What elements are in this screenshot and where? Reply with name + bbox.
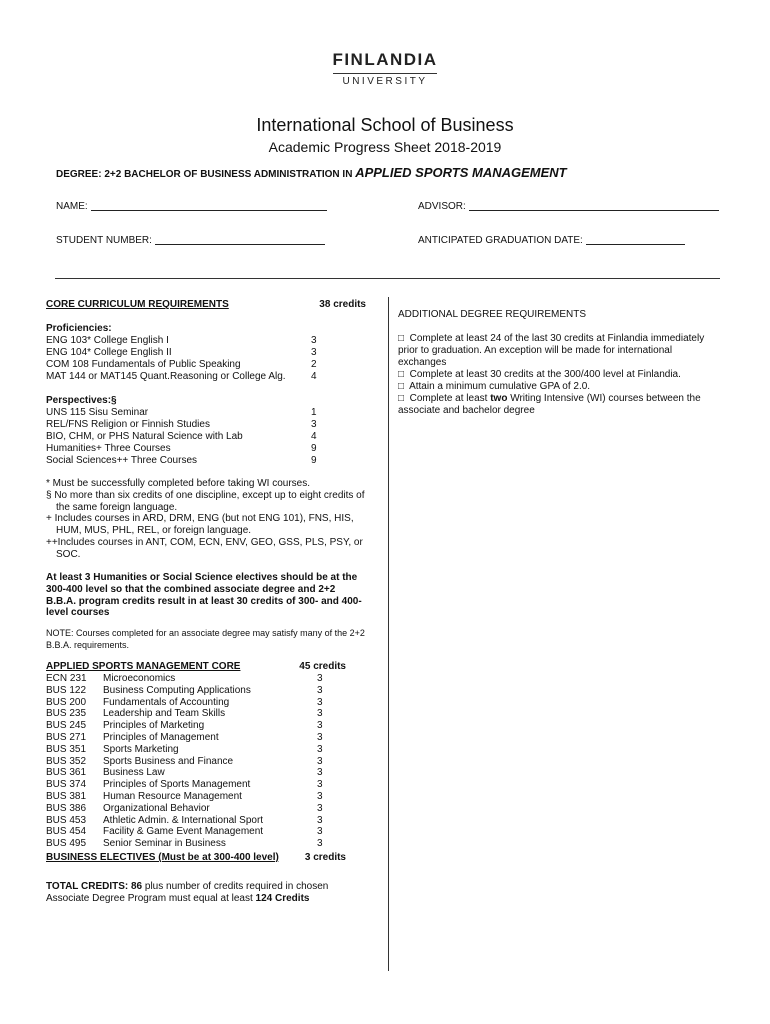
- checkbox-icon[interactable]: □: [398, 333, 405, 344]
- logo-subtext: UNIVERSITY: [342, 76, 428, 87]
- student-number-line[interactable]: [155, 234, 325, 245]
- student-number-field[interactable]: [56, 234, 325, 246]
- course-credits: 3: [317, 814, 323, 826]
- course-label: ENG 103* College English I: [46, 335, 169, 346]
- core-heading-label: CORE CURRICULUM REQUIREMENTS: [46, 299, 229, 310]
- footnote: ++Includes courses in ANT, COM, ECN, ENV, GEO, GSS, PLS, PSY, or SOC.: [46, 536, 363, 560]
- course-label: Social Sciences++ Three Courses: [46, 455, 198, 466]
- course-credits: 9: [311, 455, 317, 466]
- total-credits-label: TOTAL CREDITS: 86: [46, 881, 143, 892]
- asm-course-row: [46, 697, 346, 709]
- graduation-date-field[interactable]: [418, 234, 685, 246]
- proficiencies-list: [46, 335, 366, 383]
- footnote: * Must be successfully completed before taking WI courses.: [46, 478, 311, 489]
- course-name: Microeconomics: [103, 673, 176, 684]
- core-curriculum-heading: [46, 299, 366, 311]
- course-code: ECN 231: [46, 673, 87, 684]
- footnote-list: [46, 478, 366, 561]
- course-credits: 2: [311, 359, 317, 370]
- course-credits: 3: [311, 335, 317, 346]
- course-name: Fundamentals of Accounting: [103, 696, 230, 708]
- logo-wordmark: FINLANDIA: [332, 50, 438, 69]
- asm-core-heading-label: APPLIED SPORTS MANAGEMENT CORE: [46, 661, 241, 672]
- business-electives-label: BUSINESS ELECTIVES (Must be at 300-400 level): [46, 851, 279, 863]
- course-credits: 3: [317, 684, 323, 696]
- course-code: BUS 245: [46, 720, 87, 732]
- asm-course-row: [46, 803, 346, 815]
- requirement-item: [398, 381, 723, 393]
- course-row: [46, 335, 366, 347]
- asm-course-row: [46, 838, 346, 850]
- asm-course-row: [46, 756, 346, 768]
- requirement-item: [398, 393, 723, 417]
- degree-prefix: DEGREE: 2+2 BACHELOR OF BUSINESS ADMINISTRATION IN: [56, 169, 353, 180]
- course-credits: 3: [317, 767, 323, 779]
- section-divider: [55, 278, 720, 279]
- course-row: [46, 455, 366, 467]
- footnotes: [46, 478, 366, 561]
- asm-course-row: [46, 791, 346, 803]
- asm-course-row: [46, 815, 346, 827]
- requirement-text: Complete at least 30 credits at the 300/400 level at Finlandia.: [409, 369, 681, 380]
- course-label: UNS 115 Sisu Seminar: [46, 407, 149, 418]
- course-credits: 3: [317, 802, 323, 814]
- course-code: BUS 361: [46, 767, 87, 779]
- course-row: [46, 407, 366, 419]
- degree-major: APPLIED SPORTS MANAGEMENT: [355, 165, 567, 180]
- course-credits: 3: [317, 779, 323, 791]
- course-credits: 4: [311, 371, 317, 382]
- requirement-text: Complete at least 24 of the last 30 credits at Finlandia immediately prior to graduation. An exception will be made for international exchanges: [398, 333, 705, 368]
- course-label: COM 108 Fundamentals of Public Speaking: [46, 359, 241, 370]
- course-credits: 3: [317, 673, 323, 684]
- course-code: BUS 235: [46, 708, 87, 720]
- course-code: BUS 495: [46, 838, 87, 850]
- name-label: NAME:: [56, 201, 88, 212]
- graduation-date-label: ANTICIPATED GRADUATION DATE:: [418, 235, 583, 246]
- course-credits: 3: [317, 696, 323, 708]
- course-row: [46, 431, 366, 443]
- advisor-field[interactable]: [418, 200, 719, 212]
- course-code: BUS 454: [46, 826, 87, 838]
- total-credits-text: plus number of credits required in chosen Associate Degree Program must equal at least: [46, 881, 329, 904]
- advisor-line[interactable]: [469, 200, 719, 211]
- electives-note: At least 3 Humanities or Social Science electives should be at the 300-400 level so that the combined associate degree and 2+2 B.B.A. program credits result in at least 30 credits of 300- and 400-level courses: [46, 572, 362, 619]
- course-credits: 3: [317, 720, 323, 732]
- course-code: BUS 381: [46, 790, 87, 802]
- course-code: BUS 271: [46, 731, 87, 743]
- checkbox-icon[interactable]: □: [398, 369, 405, 380]
- course-label: ENG 104* College English II: [46, 347, 172, 358]
- additional-requirements-section: [398, 309, 723, 417]
- requirement-text: Complete at least: [409, 393, 491, 404]
- course-code: BUS 122: [46, 684, 87, 696]
- logo-divider: [333, 73, 437, 74]
- course-credits: 1: [311, 407, 317, 418]
- asm-course-row: [46, 708, 346, 720]
- course-credits: 3: [317, 826, 323, 838]
- footnote: + Includes courses in ARD, DRM, ENG (but not ENG 101), FNS, HIS, HUM, MUS, PHL, REL, or foreign language.: [46, 513, 354, 537]
- asm-course-row: [46, 826, 346, 838]
- checkbox-icon[interactable]: □: [398, 381, 405, 392]
- asm-core-credits: 45 credits: [299, 661, 346, 672]
- course-row: [46, 371, 366, 383]
- perspectives-title: Perspectives:§: [46, 395, 117, 406]
- name-line[interactable]: [91, 200, 327, 211]
- course-name: Athletic Admin. & International Sport: [103, 814, 264, 826]
- course-row: [46, 419, 366, 431]
- perspectives-list: [46, 407, 366, 467]
- advisor-label: ADVISOR:: [418, 201, 466, 212]
- course-label: Humanities+ Three Courses: [46, 443, 171, 454]
- course-credits: 3: [311, 419, 317, 430]
- course-code: BUS 374: [46, 779, 87, 791]
- total-credits-required: 124 Credits: [255, 893, 310, 904]
- course-credits: 3: [311, 347, 317, 358]
- course-credits: 3: [317, 755, 323, 767]
- core-credits: 38 credits: [319, 299, 366, 310]
- requirement-text-end: Writing Intensive (WI) courses between the associate and bachelor degree: [398, 393, 701, 416]
- course-row: [46, 347, 366, 359]
- column-divider: [388, 297, 389, 971]
- requirement-emphasis: two: [490, 393, 508, 404]
- requirement-text: Attain a minimum cumulative GPA of 2.0.: [409, 381, 591, 392]
- footnote: § No more than six credits of one discipline, except up to eight credits of the same foreign language.: [46, 489, 365, 513]
- asm-course-row: [46, 744, 346, 756]
- course-code: BUS 200: [46, 696, 87, 708]
- course-credits: 3: [317, 743, 323, 755]
- course-name: Sports Business and Finance: [103, 755, 234, 767]
- course-credits: 3: [317, 838, 323, 850]
- course-code: BUS 351: [46, 743, 87, 755]
- degree-line: [56, 165, 567, 180]
- name-field[interactable]: [56, 200, 327, 212]
- asm-core-section: [46, 661, 346, 864]
- graduation-date-line[interactable]: [586, 234, 685, 245]
- course-credits: 9: [311, 443, 317, 454]
- course-name: Business Computing Applications: [103, 684, 251, 696]
- course-code: BUS 386: [46, 802, 87, 814]
- asm-course-row: [46, 767, 346, 779]
- course-code: BUS 352: [46, 755, 87, 767]
- requirement-item: [398, 369, 723, 381]
- page-title: International School of Business: [256, 115, 514, 135]
- requirement-item: [398, 333, 723, 369]
- associate-note: NOTE: Courses completed for an associate degree may satisfy many of the 2+2 B.B.A. requirements.: [46, 628, 365, 650]
- asm-course-list: [46, 673, 346, 850]
- course-credits: 4: [311, 431, 317, 442]
- course-name: Senior Seminar in Business: [103, 838, 226, 850]
- course-name: Organizational Behavior: [103, 802, 210, 814]
- course-name: Principles of Sports Management: [103, 779, 251, 791]
- course-code: BUS 453: [46, 814, 87, 826]
- university-logo: [0, 50, 770, 87]
- course-name: Principles of Management: [103, 731, 219, 743]
- additional-requirements-list: [398, 333, 723, 393]
- student-number-label: STUDENT NUMBER:: [56, 235, 152, 246]
- course-row: [46, 359, 366, 371]
- course-credits: 3: [317, 708, 323, 720]
- asm-course-row: [46, 779, 346, 791]
- asm-course-row: [46, 673, 346, 685]
- asm-course-row: [46, 720, 346, 732]
- course-row: [46, 443, 366, 455]
- asm-course-row: [46, 685, 346, 697]
- course-name: Facility & Game Event Management: [103, 826, 264, 838]
- course-credits: 3: [317, 790, 323, 802]
- total-credits: [46, 881, 346, 905]
- course-credits: 3: [317, 731, 323, 743]
- course-name: Principles of Marketing: [103, 720, 205, 732]
- business-electives-credits: 3 credits: [304, 851, 346, 863]
- course-name: Leadership and Team Skills: [103, 708, 226, 720]
- asm-core-heading: [46, 661, 346, 673]
- page-subtitle: Academic Progress Sheet 2018-2019: [268, 139, 502, 155]
- course-name: Business Law: [103, 767, 165, 779]
- proficiencies-title: Proficiencies:: [46, 323, 112, 334]
- course-label: REL/FNS Religion or Finnish Studies: [46, 419, 210, 430]
- core-curriculum-section: [46, 299, 366, 467]
- checkbox-icon[interactable]: □: [398, 393, 405, 404]
- course-label: MAT 144 or MAT145 Quant.Reasoning or College Alg.: [46, 371, 286, 382]
- course-label: BIO, CHM, or PHS Natural Science with Lab: [46, 431, 243, 442]
- course-name: Sports Marketing: [103, 743, 179, 755]
- additional-requirements-heading: ADDITIONAL DEGREE REQUIREMENTS: [398, 309, 586, 320]
- asm-course-row: [46, 732, 346, 744]
- course-name: Human Resource Management: [103, 790, 242, 802]
- business-electives-heading: [46, 852, 346, 864]
